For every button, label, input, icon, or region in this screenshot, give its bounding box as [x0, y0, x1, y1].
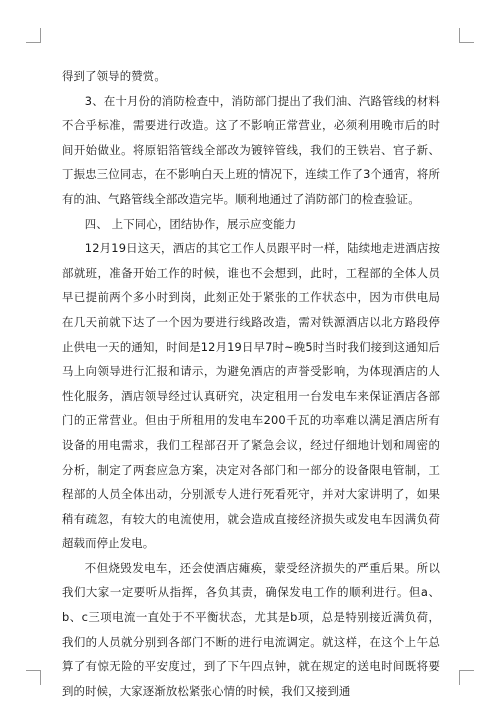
paragraph-fire-inspection: 3、在十月份的消防检查中，消防部门提出了我们油、汽路管线的材料不合乎标准，需要进行改造。这了不影响正常营业，必须利用晚市后的时间开始做业。将原铝箔管线全部改为镀锌管线，我们的王铁岩、官子新、丁振忠三位同志，在不影响白天上班的情况下，连续工作了3个通宵，将所有的油、气路管线全部改造完毕。顺利地通过了消防部门的检查验证。 [62, 93, 440, 206]
paragraph-generator: 不但烧毁发电车，还会使酒店瘫痪，蒙受经济损失的严重后果。所以我们大家一定要听从指挥，各负其责，确保发电工作的顺利进行。但a、b、c三项电流一直处于不平衡状态，尤其是b项，总是特别接近满负荷，我们的人员就分别到各部门不断的进行电流调定。就这样，在这个上午总算了有惊无险的平安度过，到了下午四点钟，就在规定的送电时间既将要到的时候，大家逐渐放松紧张心情的时候，我们又接到通 [62, 560, 440, 698]
paragraph-power-outage: 12月19日这天，酒店的其它工作人员跟平时一样，陆续地走进酒店按部就班，准备开始工作的时候，谁也不会想到，此时，工程部的全体人员早已提前两个多小时到岗，此刻正处于紧张的工作状态中，因为市供电局在几天前就下达了一个因为要进行线路改造，需对铁源酒店以北方路段停止供电一天的通知，时间是12月19日早7时~晚5时当时我们接到这通知后马上向领导进行汇报和请示，为避免酒店的声誉受影响，为体现酒店的人性化服务，酒店领导经过认真研究，决定租用一台发电车来保证酒店各部门的正常营业。但由于所租用的发电车200千瓦的功率难以满足酒店所有设备的用电需求，我们工程部召开了紧急会议，经过仔细地计划和周密的分析，制定了两套应急方案，决定对各部门和一部分的设备限电管制，工程部的人员全体出动，分别派专人进行死看死守，并对大家讲明了，如果稍有疏忽，有较大的电流使用，就会造成直接经济损失或发电车因满负荷超载而停止发电。 [62, 241, 440, 551]
paragraph-continuation: 得到了领导的赞赏。 [62, 69, 166, 83]
crop-mark-bottom-left [26, 670, 41, 685]
section-heading-four: 四、 上下同心，团结协作，展示应变能力 [84, 216, 297, 231]
crop-mark-top-left [26, 28, 41, 43]
crop-mark-top-right [459, 28, 474, 43]
crop-mark-bottom-right [459, 670, 474, 685]
document-page [62, 64, 440, 703]
